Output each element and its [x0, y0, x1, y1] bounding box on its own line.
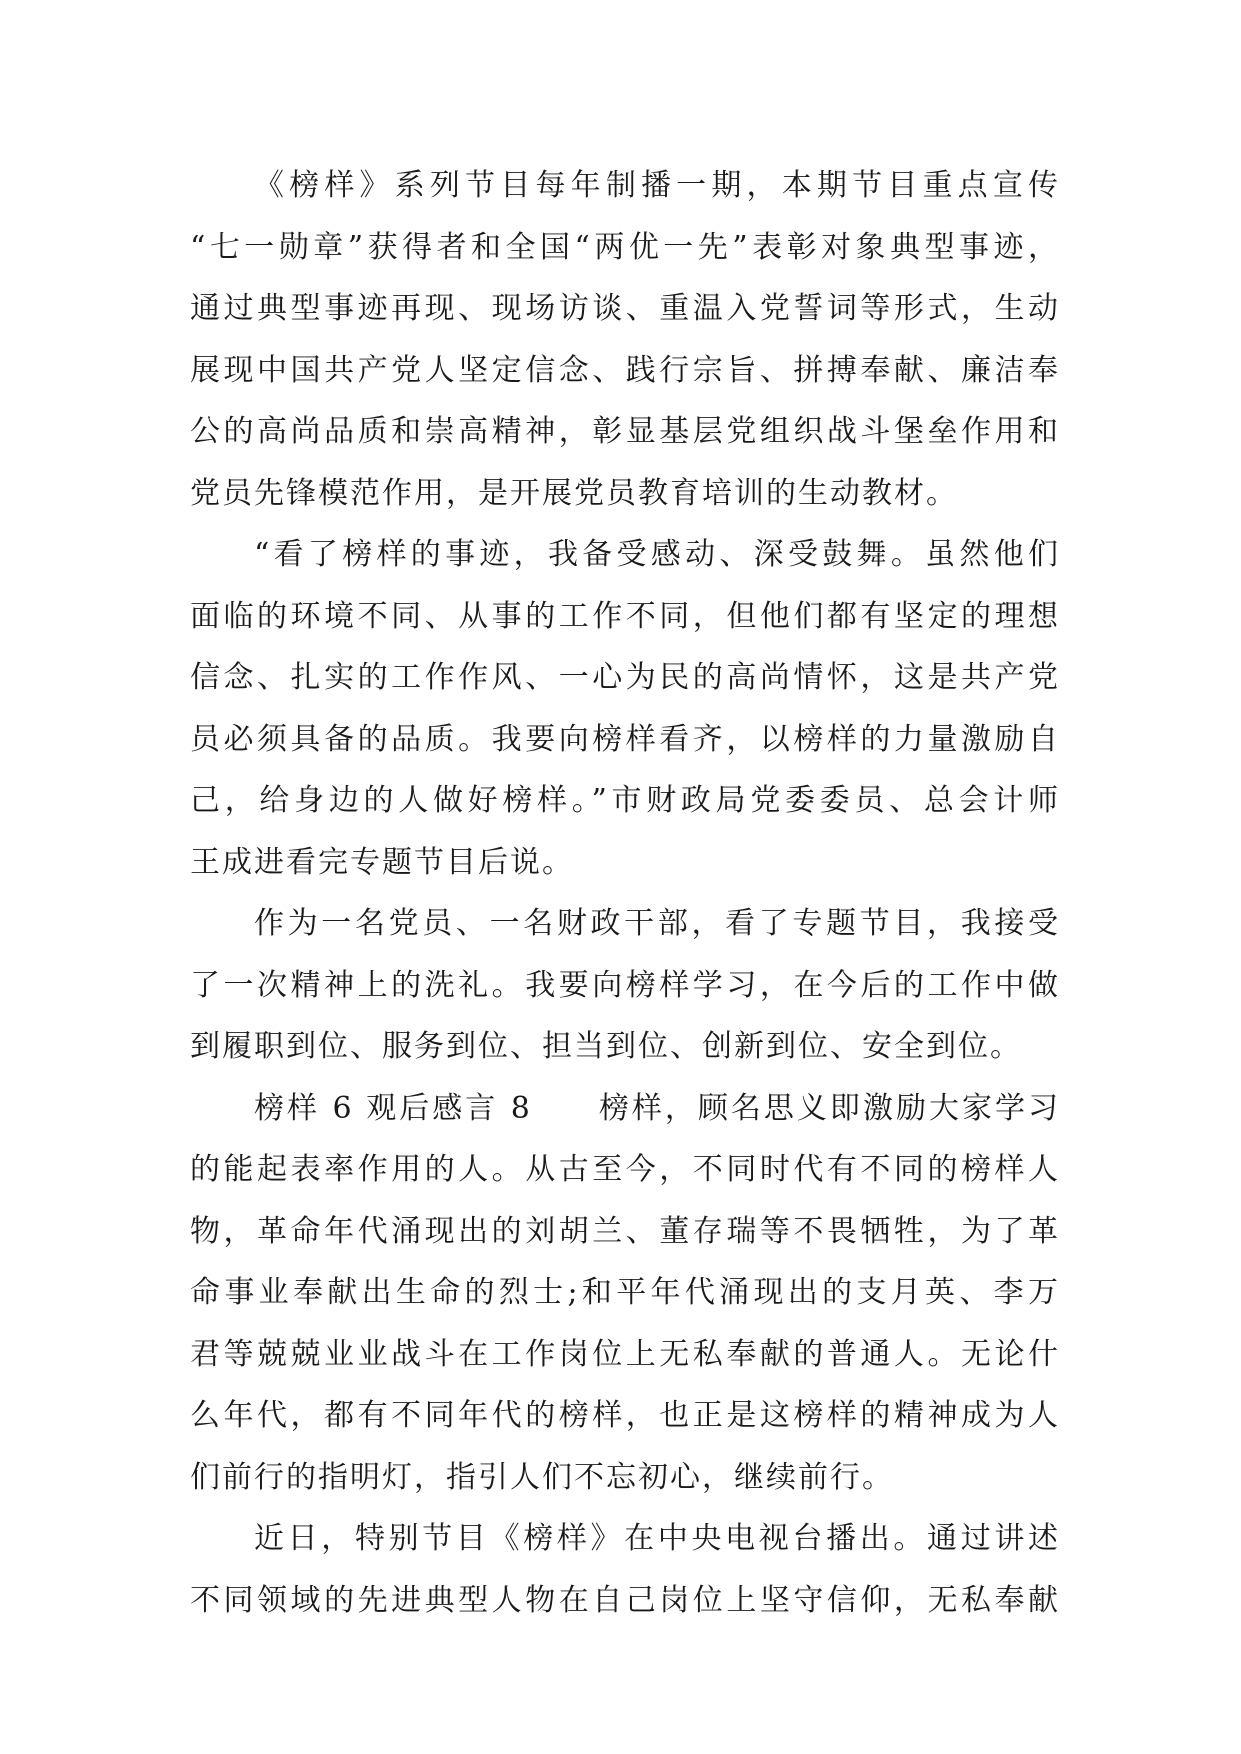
text-line: 命事业奉献出生命的烈士;和平年代涌现出的支月英、李万 — [190, 1275, 1060, 1310]
text-line: 信念、扎实的工作作风、一心为民的高尚情怀，这是共产党 — [190, 660, 1060, 695]
text-line: 作为一名党员、一名财政干部，看了专题节目，我接受 — [254, 906, 1060, 941]
text-line: 公的高尚品质和崇高精神，彰显基层党组织战斗堡垒作用和 — [190, 414, 1060, 449]
text-line: 么年代，都有不同年代的榜样，也正是这榜样的精神成为人 — [190, 1398, 1060, 1433]
text-line: 党员先锋模范作用，是开展党员教育培训的生动教材。 — [190, 475, 958, 511]
text-line: 《榜样》系列节目每年制播一期，本期节目重点宣传 — [254, 168, 1060, 203]
text-line: 不同领域的先进典型人物在自己岗位上坚守信仰，无私奉献 — [190, 1582, 1060, 1618]
paragraph-3 — [190, 893, 1060, 1078]
paragraph-4 — [190, 1078, 1060, 1509]
text-line: 的能起表率作用的人。从古至今，不同时代有不同的榜样人 — [190, 1152, 1060, 1187]
paragraph-5 — [190, 1508, 1060, 1631]
text-line: 们前行的指明灯，指引人们不忘初心，继续前行。 — [190, 1459, 894, 1495]
text-line: 展现中国共产党人坚定信念、践行宗旨、拼搏奉献、廉洁奉 — [190, 352, 1060, 388]
text-line: 到履职到位、服务到位、担当到位、创新到位、安全到位。 — [190, 1029, 1022, 1064]
text-line: 通过典型事迹再现、现场访谈、重温入党誓词等形式，生动 — [190, 291, 1060, 326]
document-body — [190, 155, 1060, 1631]
text-line: 员必须具备的品质。我要向榜样看齐，以榜样的力量激励自 — [190, 721, 1060, 757]
paragraph-1 — [190, 155, 1060, 524]
text-line: 了一次精神上的洗礼。我要向榜样学习，在今后的工作中做 — [190, 967, 1060, 1003]
text-line: 王成进看完专题节目后说。 — [190, 844, 574, 880]
text-line: 近日，特别节目《榜样》在中央电视台播出。通过讲述 — [254, 1521, 1060, 1556]
paragraph-2 — [190, 524, 1060, 893]
text-line: 君等兢兢业业战斗在工作岗位上无私奉献的普通人。无论什 — [190, 1336, 1060, 1372]
text-line: “看了榜样的事迹，我备受感动、深受鼓舞。虽然他们 — [254, 537, 1060, 572]
text-line: 己，给身边的人做好榜样。”市财政局党委委员、总会计师 — [190, 783, 1060, 818]
text-line: 榜样 6 观后感言 8 榜样，顾名思义即激励大家学习 — [254, 1090, 1060, 1126]
text-line: 物，革命年代涌现出的刘胡兰、董存瑞等不畏牺牲，为了革 — [190, 1213, 1060, 1249]
text-line: “七一勋章”获得者和全国“两优一先”表彰对象典型事迹， — [190, 229, 1060, 265]
text-line: 面临的环境不同、从事的工作不同，但他们都有坚定的理想 — [190, 598, 1060, 634]
